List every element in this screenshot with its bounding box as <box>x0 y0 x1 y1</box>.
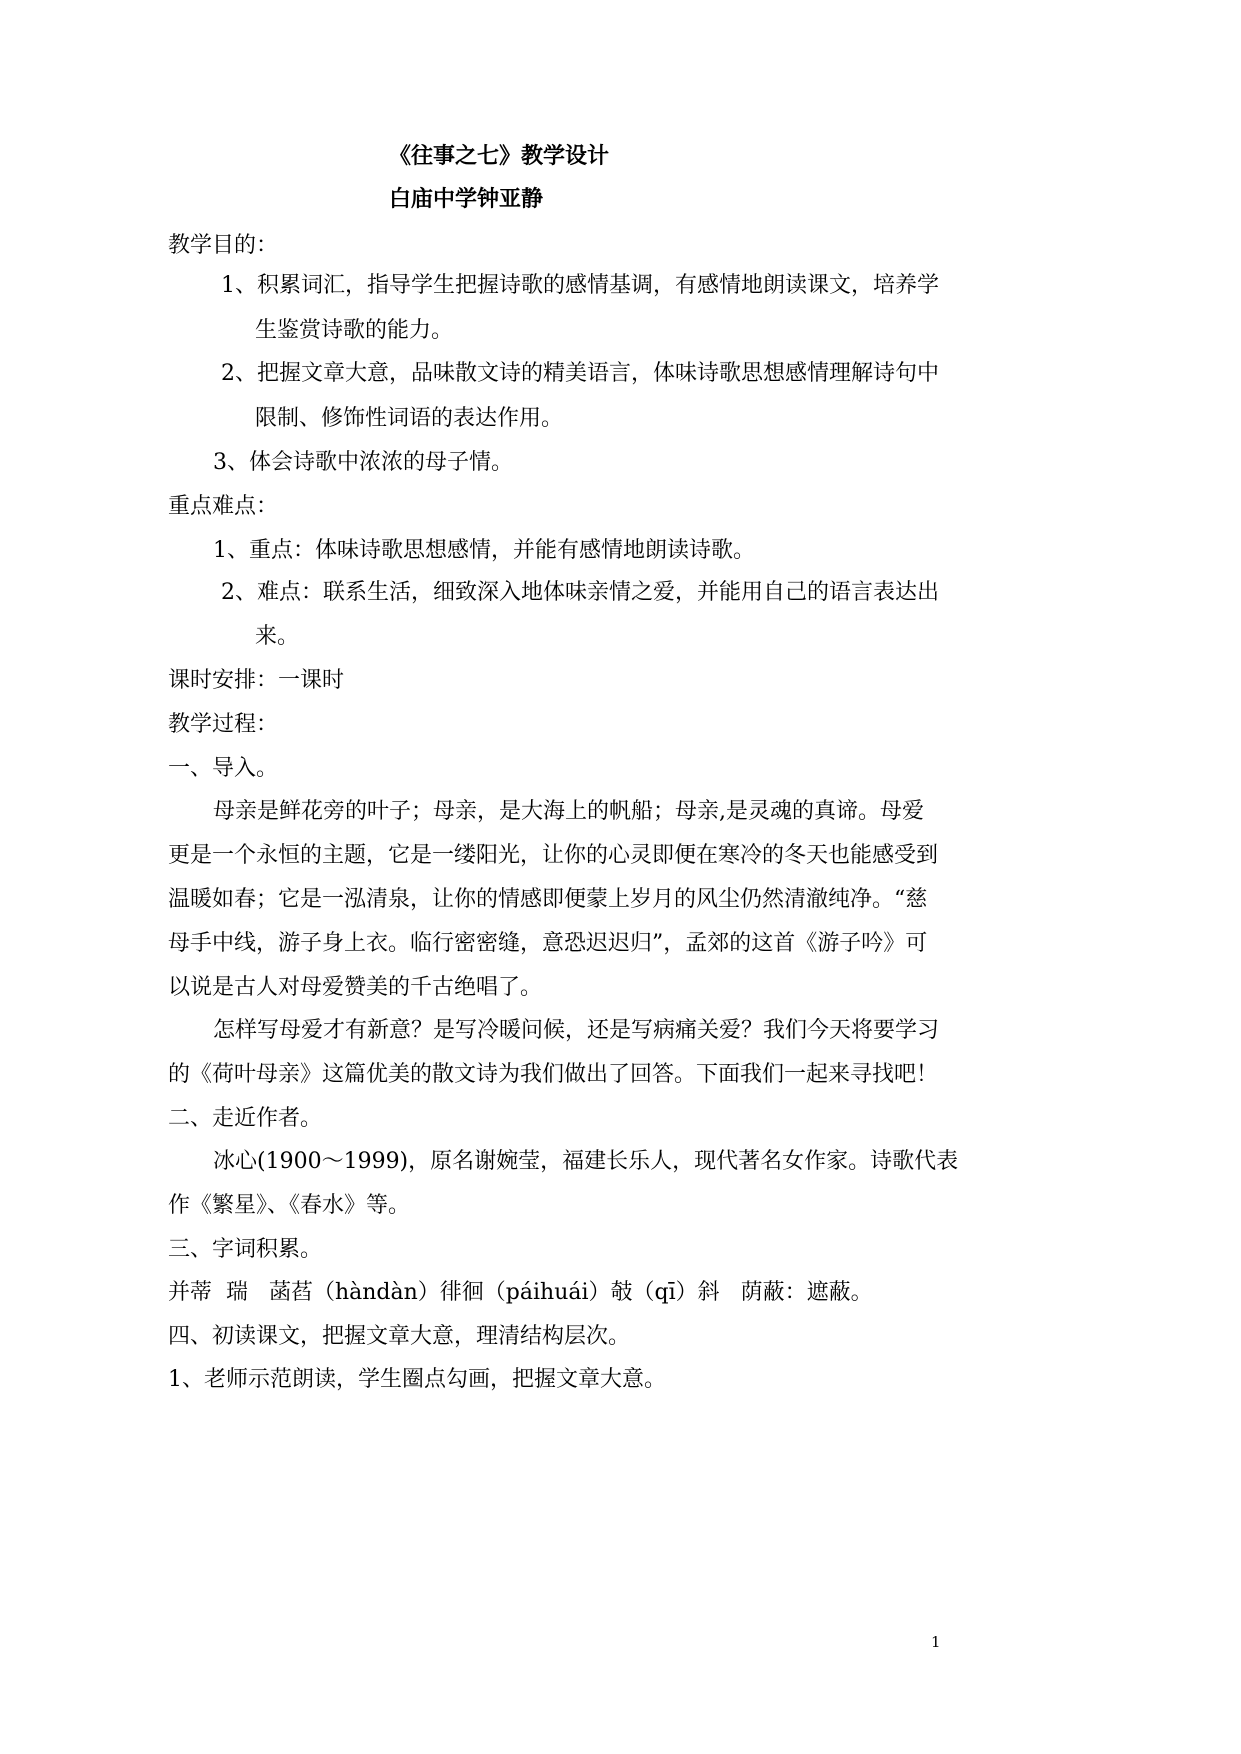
section-3-words: 并蒂 瑞 菡萏（hàndàn）徘徊（páihuái）攲（qī）斜 荫蔽：遮蔽。 <box>168 1280 873 1305</box>
section-1-para-1-line: 温暖如春；它是一泓清泉，让你的情感即便蒙上岁月的风尘仍然清澈纯净。“慈 <box>168 887 928 912</box>
section-2-heading: 二、走近作者。 <box>168 1106 323 1131</box>
section-3-heading: 三、字词积累。 <box>168 1237 323 1262</box>
schedule: 课时安排：一课时 <box>168 668 345 693</box>
objective-1-line-1: 1、积累词汇，指导学生把握诗歌的感情基调，有感情地朗读课文，培养学 <box>221 273 939 298</box>
key-points-heading: 重点难点： <box>168 494 279 519</box>
section-1-para-2-line: 的《荷叶母亲》这篇优美的散文诗为我们做出了回答。下面我们一起来寻找吧！ <box>168 1062 939 1087</box>
objectives-heading: 教学目的： <box>168 233 279 258</box>
document-title: 《往事之七》教学设计 <box>389 144 610 169</box>
key-point-2-line-1: 2、难点：联系生活，细致深入地体味亲情之爱，并能用自己的语言表达出 <box>221 580 939 605</box>
page-number: 1 <box>931 1633 941 1651</box>
document-author: 白庙中学钟亚静 <box>389 187 544 212</box>
section-1-para-1-line: 母手中线，游子身上衣。临行密密缝，意恐迟迟归”，孟郊的这首《游子吟》可 <box>168 931 928 956</box>
key-point-1: 1、重点：体味诗歌思想感情，并能有感情地朗读诗歌。 <box>213 538 755 563</box>
process-heading: 教学过程： <box>168 712 279 737</box>
objective-1-line-2: 生鉴赏诗歌的能力。 <box>255 318 454 343</box>
section-1-para-1-line: 以说是古人对母爱赞美的千古绝唱了。 <box>168 975 543 1000</box>
section-1-heading: 一、导入。 <box>168 756 279 781</box>
key-point-2-line-2: 来。 <box>255 624 300 649</box>
section-1-para-2-line: 怎样写母爱才有新意？是写冷暖问候，还是写病痛关爱？我们今天将要学习 <box>213 1018 940 1043</box>
section-2-para-line: 冰心(1900～1999)，原名谢婉莹，福建长乐人，现代著名女作家。诗歌代表 <box>213 1149 959 1174</box>
objective-2-line-2: 限制、修饰性词语的表达作用。 <box>255 406 564 431</box>
objective-2-line-1: 2、把握文章大意，品味散文诗的精美语言，体味诗歌思想感情理解诗句中 <box>221 361 939 386</box>
section-1-para-1-line: 更是一个永恒的主题，它是一缕阳光，让你的心灵即便在寒冷的冬天也能感受到 <box>168 843 939 868</box>
section-4-heading: 四、初读课文，把握文章大意，理清结构层次。 <box>168 1324 631 1349</box>
objective-3: 3、体会诗歌中浓浓的母子情。 <box>213 450 513 475</box>
section-2-para-line: 作《繁星》、《春水》等。 <box>168 1193 411 1218</box>
section-4-item-1: 1、老师示范朗读，学生圈点勾画，把握文章大意。 <box>168 1367 666 1392</box>
section-1-para-1-line: 母亲是鲜花旁的叶子；母亲，是大海上的帆船；母亲,是灵魂的真谛。母爱 <box>213 799 924 824</box>
